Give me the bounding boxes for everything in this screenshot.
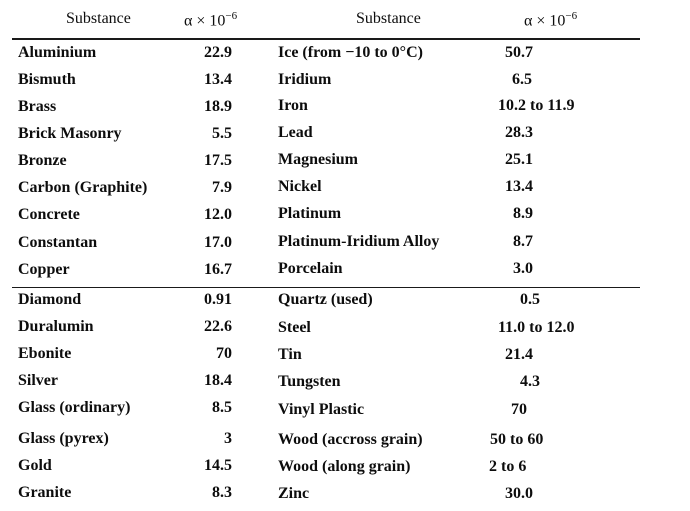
left-alpha-value: 17.5: [204, 152, 232, 169]
right-alpha-value: 11.0 to 12.0: [498, 319, 575, 336]
left-substance-name: Duralumin: [18, 318, 94, 335]
left-alpha-value: 8.5: [212, 399, 232, 416]
left-substance-name: Carbon (Graphite): [18, 179, 148, 196]
right-alpha-value: 28.3: [505, 124, 533, 141]
header-substance-left: Substance: [66, 10, 131, 27]
left-substance-name: Gold: [18, 457, 52, 474]
left-substance-name: Bronze: [18, 152, 67, 169]
right-substance-name: Iridium: [278, 71, 332, 88]
left-alpha-value: 22.9: [204, 44, 232, 61]
right-substance-name: Wood (accross grain): [278, 431, 423, 448]
right-alpha-value: 21.4: [505, 346, 533, 363]
right-substance-name: Platinum-Iridium Alloy: [278, 233, 440, 250]
left-alpha-value: 17.0: [204, 234, 232, 251]
right-substance-name: Vinyl Plastic: [278, 401, 365, 418]
right-alpha-value: 70: [511, 401, 527, 418]
right-alpha-value: 50.7: [505, 44, 533, 61]
left-substance-name: Aluminium: [18, 44, 97, 61]
right-substance-name: Magnesium: [278, 151, 358, 168]
right-alpha-value: 25.1: [505, 151, 533, 168]
right-substance-name: Quartz (used): [278, 291, 373, 308]
left-alpha-value: 70: [216, 345, 232, 362]
left-substance-name: Brick Masonry: [18, 125, 122, 142]
left-alpha-value: 8.3: [212, 484, 232, 501]
right-alpha-value: 3.0: [513, 260, 533, 277]
right-alpha-value: 30.0: [505, 485, 533, 502]
right-alpha-value: 13.4: [505, 178, 533, 195]
right-alpha-value: 50 to 60: [490, 431, 544, 448]
left-substance-name: Constantan: [18, 234, 98, 251]
right-alpha-value: 6.5: [512, 71, 532, 88]
right-alpha-value: 4.3: [520, 373, 540, 390]
right-substance-name: Tungsten: [278, 373, 341, 390]
header-rule: [12, 38, 640, 40]
right-alpha-value: 0.5: [520, 291, 540, 308]
right-substance-name: Nickel: [278, 178, 322, 195]
left-alpha-value: 7.9: [212, 179, 232, 196]
header-alpha-left: $\alpha \times 10^{-6}$: [184, 10, 238, 30]
left-substance-name: Copper: [18, 261, 70, 278]
right-alpha-value: 8.9: [513, 205, 533, 222]
left-substance-name: Granite: [18, 484, 72, 501]
left-substance-name: Bismuth: [18, 71, 76, 88]
left-alpha-value: 5.5: [212, 125, 232, 142]
left-alpha-value: 12.0: [204, 206, 232, 223]
right-substance-name: Tin: [278, 346, 302, 363]
right-alpha-value: 8.7: [513, 233, 533, 250]
header-alpha-right: $\alpha \times 10^{-6}$: [524, 10, 578, 30]
left-alpha-value: 13.4: [204, 71, 232, 88]
left-alpha-value: 18.4: [204, 372, 232, 389]
right-substance-name: Wood (along grain): [278, 458, 411, 475]
section-rule: [12, 287, 640, 288]
right-substance-name: Iron: [278, 97, 308, 114]
left-substance-name: Glass (pyrex): [18, 430, 109, 447]
right-substance-name: Lead: [278, 124, 313, 141]
left-alpha-value: 16.7: [204, 261, 232, 278]
right-alpha-value: 2 to 6: [489, 458, 527, 475]
left-alpha-value: 22.6: [204, 318, 232, 335]
left-alpha-value: 14.5: [204, 457, 232, 474]
header-substance-right: Substance: [356, 10, 421, 27]
right-alpha-value: 10.2 to 11.9: [498, 97, 575, 114]
right-substance-name: Zinc: [278, 485, 310, 502]
left-substance-name: Concrete: [18, 206, 80, 223]
right-substance-name: Steel: [278, 319, 311, 336]
left-alpha-value: 0.91: [204, 291, 232, 308]
left-substance-name: Glass (ordinary): [18, 399, 131, 416]
left-substance-name: Diamond: [18, 291, 82, 308]
right-substance-name: Porcelain: [278, 260, 343, 277]
right-substance-name: Ice (from −10 to 0°C): [278, 44, 423, 61]
left-alpha-value: 18.9: [204, 98, 232, 115]
left-substance-name: Silver: [18, 372, 58, 389]
right-substance-name: Platinum: [278, 205, 342, 222]
left-alpha-value: 3: [224, 430, 232, 447]
left-substance-name: Brass: [18, 98, 57, 115]
left-substance-name: Ebonite: [18, 345, 72, 362]
